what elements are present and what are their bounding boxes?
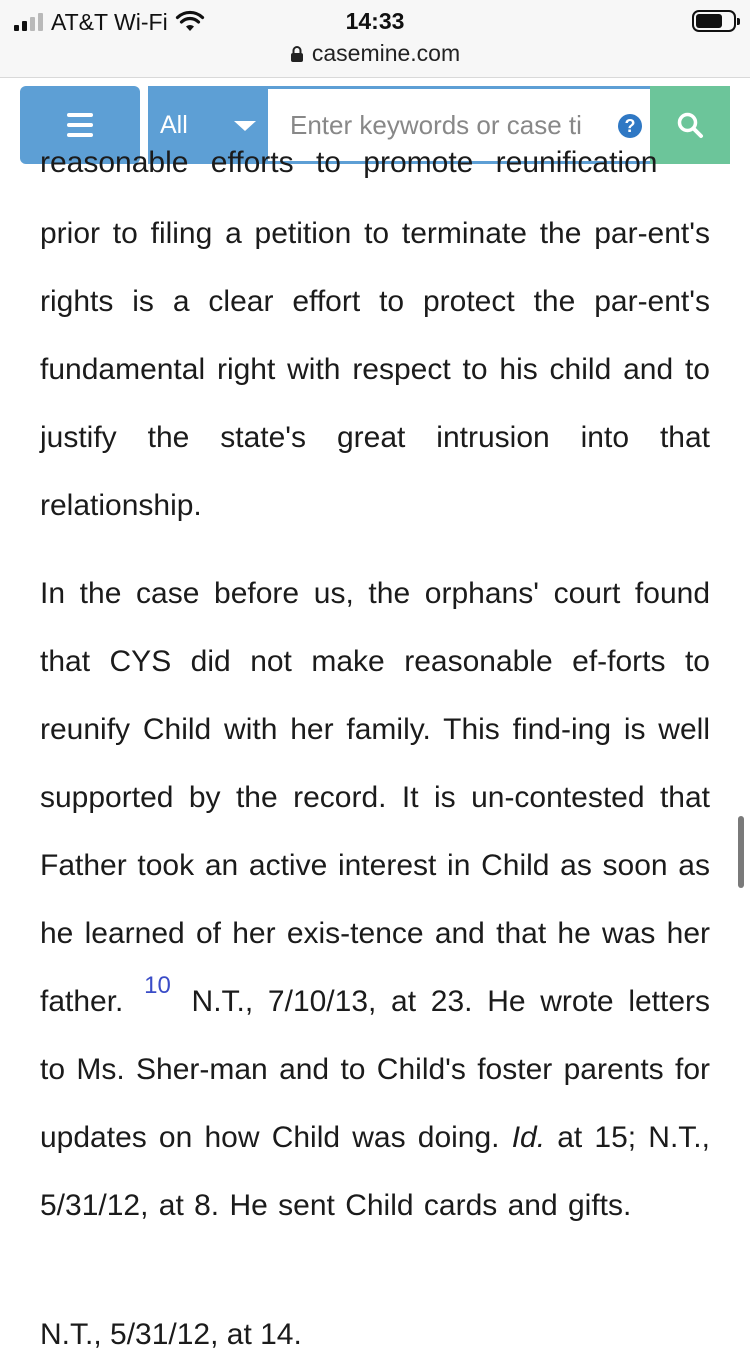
footnote-link[interactable]: 10 [144,972,171,999]
browser-status-bar [0,0,750,78]
status-time: 14:33 [345,8,405,34]
battery-icon [692,10,736,32]
url-text: casemine.com [311,40,461,66]
paragraph-1: prior to filing a petition to terminate the par-ent's rights is a clear effort to protect the par-ent's fundamental right with respect to his child and to justify the state's great intrusion into that relationship. [40,217,710,522]
chevron-down-icon [234,121,256,131]
carrier-label: AT&T Wi-Fi [51,8,168,35]
lock-icon [290,45,304,63]
scrollbar[interactable] [738,816,744,888]
search-icon [676,111,704,139]
search-scope-label: All [160,110,188,139]
paragraph-2: In the case before us, the orphans' court found that CYS did not make reasonable ef-forts to reunify Child with her family. This find-ing is well supported by the record. It is un-contested that Father took an active interest in Child as soon as he learned of her exis-tence and that he was her father. $^{10}$ N.T., 7/10/13, at 23. He wrote letters to Ms. Sher-man and to Child's foster parents for updates on how Child was doing. Id. at 15; N.T., 5/31/12, at 8. He sent Child cards and gifts. [40,577,711,1222]
clipped-bottom-line: N.T., 5/31/12, at 14. [40,1318,302,1351]
hamburger-icon [67,113,93,117]
help-icon[interactable]: ? [618,114,642,138]
citation-id: Id. [511,1121,546,1154]
clipped-top-line: reasonable efforts to promote reunification [40,146,658,179]
address-bar[interactable] [0,40,750,67]
